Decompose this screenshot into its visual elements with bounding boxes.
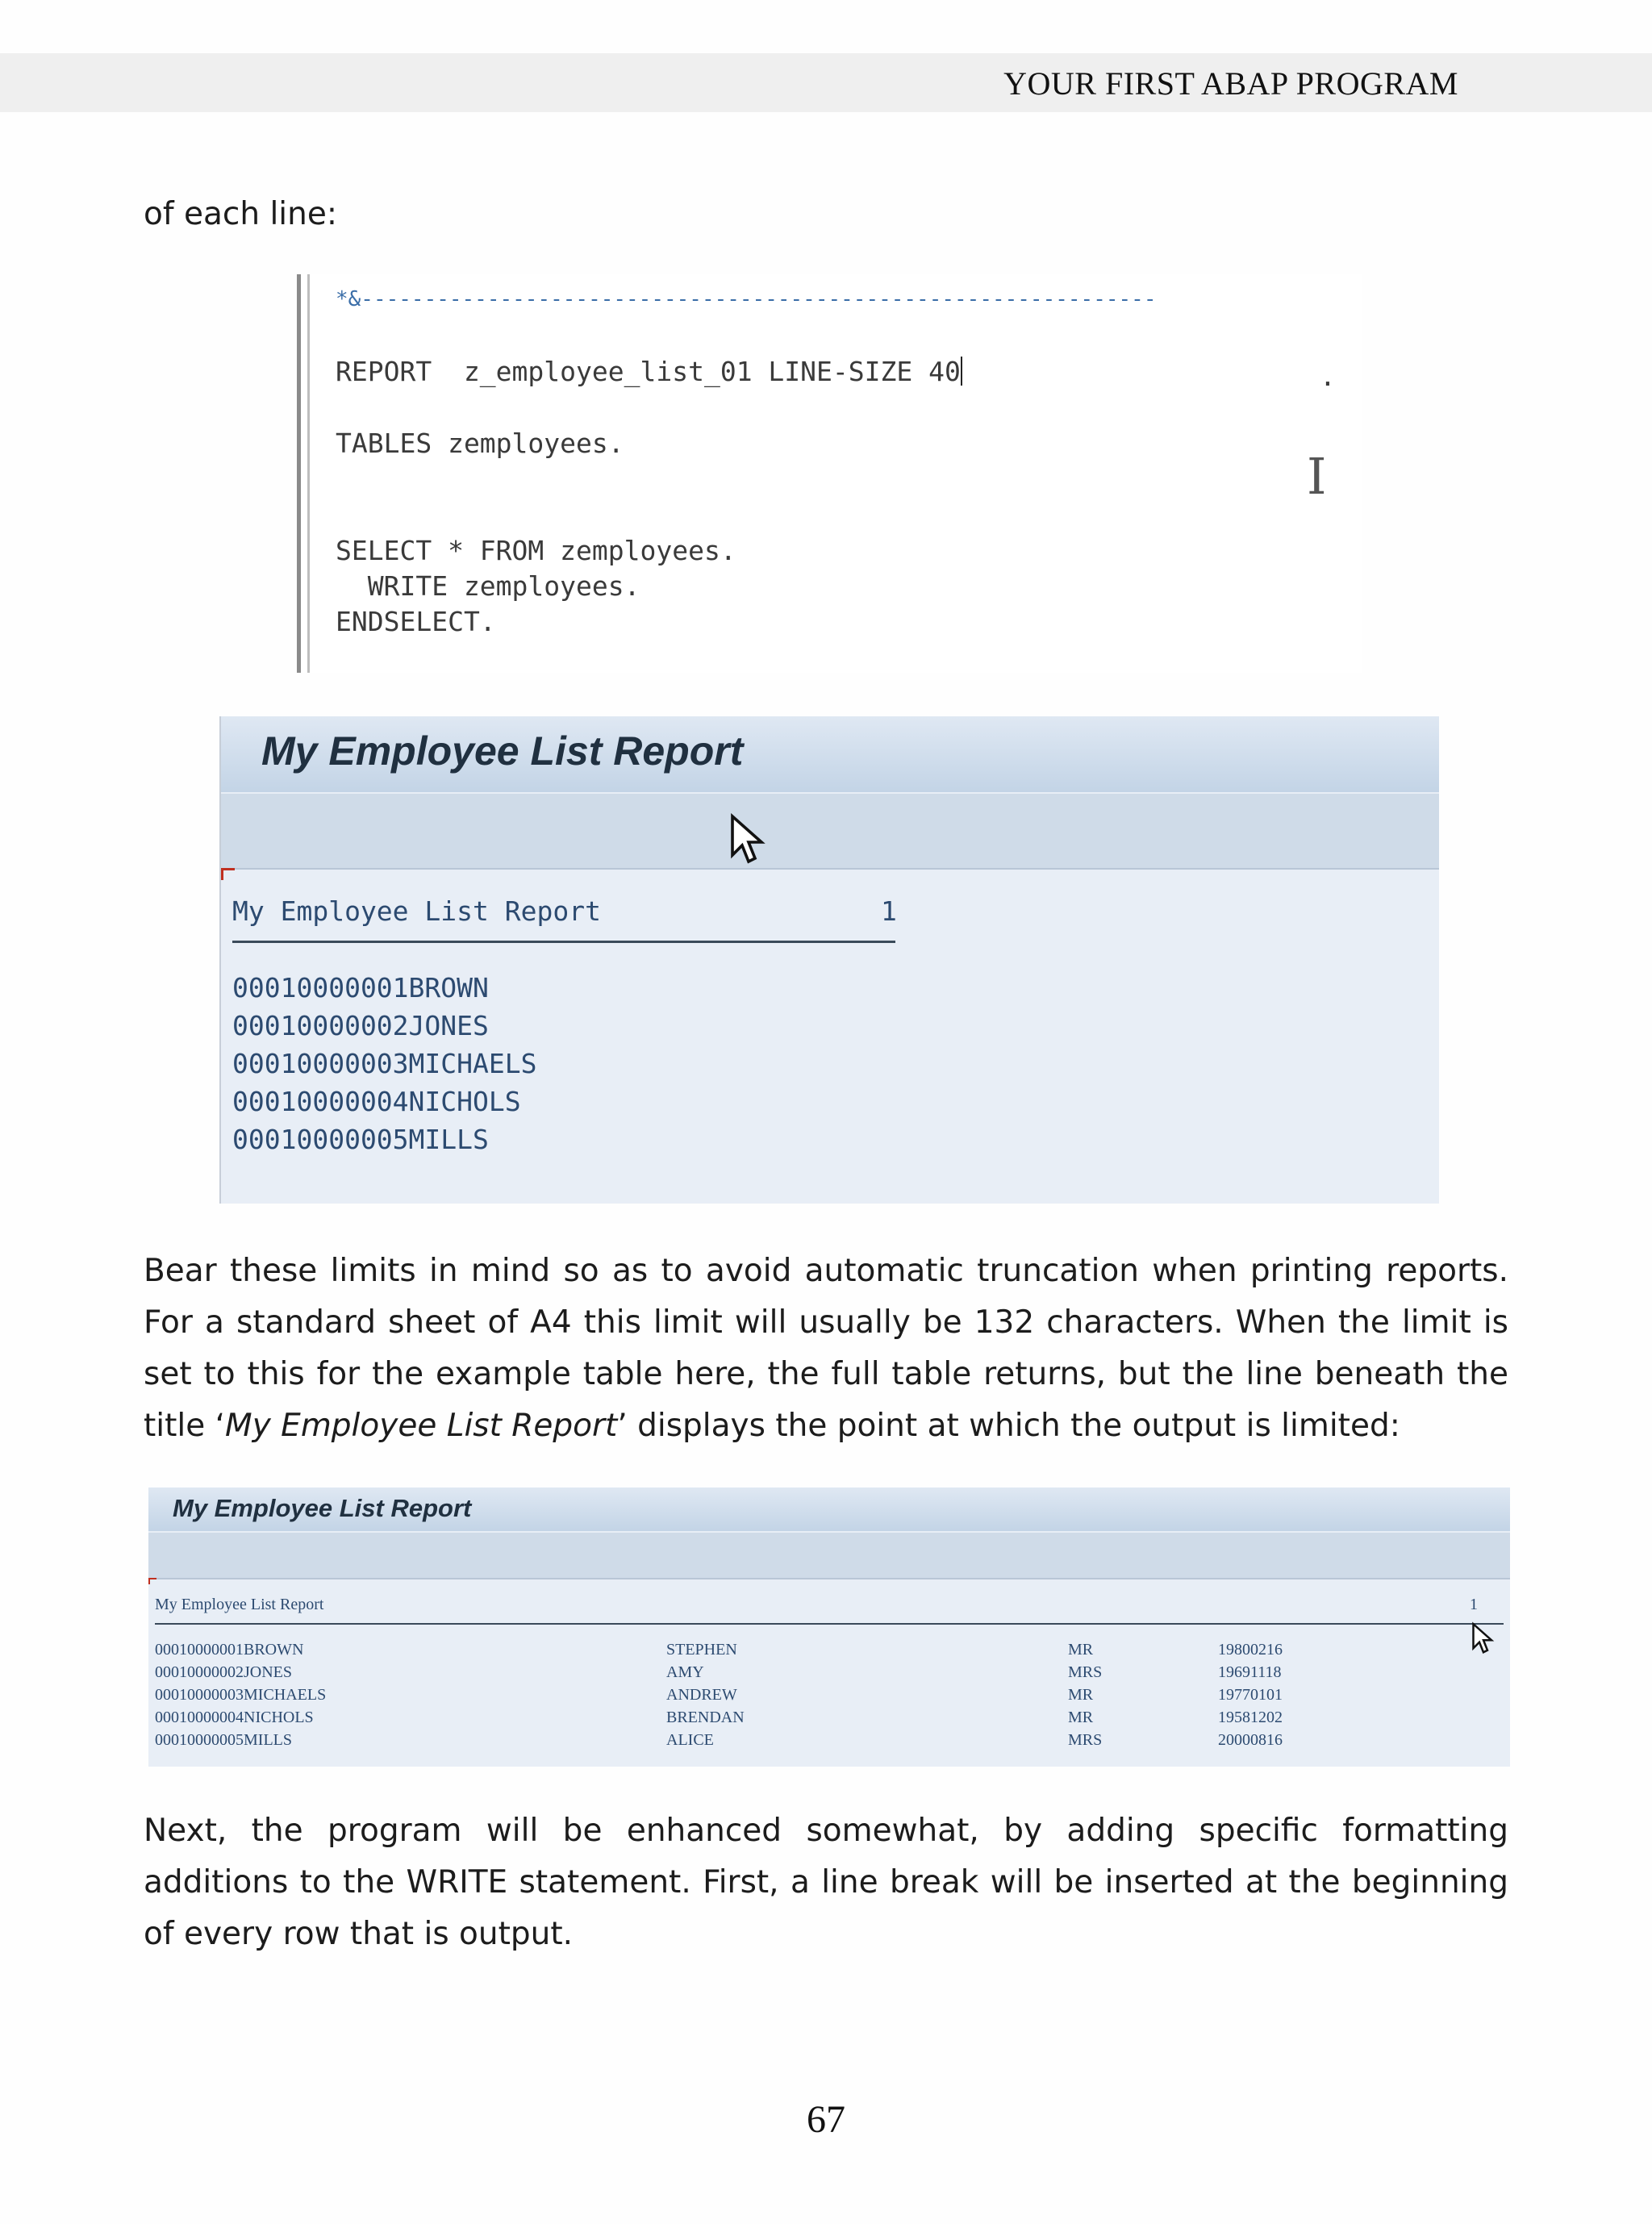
code-endselect-line: ENDSELECT. bbox=[336, 606, 496, 637]
row-first-name: AMY bbox=[666, 1663, 704, 1681]
row-id: 00010000005MILLS bbox=[155, 1731, 292, 1749]
row-date: 19691118 bbox=[1218, 1663, 1282, 1681]
list-row: 00010000004NICHOLS bbox=[232, 1086, 521, 1117]
row-title: MRS bbox=[1068, 1731, 1103, 1749]
row-title: MR bbox=[1068, 1709, 1094, 1726]
list-header-underline bbox=[155, 1623, 1504, 1625]
code-trailing-dot: . bbox=[1320, 361, 1336, 392]
mouse-pointer-icon bbox=[729, 813, 768, 868]
code-report-line bbox=[336, 356, 962, 387]
list-row: 00010000005MILLS bbox=[232, 1124, 489, 1155]
window-title: My Employee List Report bbox=[173, 1494, 472, 1522]
editor-gutter-rule bbox=[297, 274, 301, 673]
row-first-name: ALICE bbox=[666, 1731, 714, 1749]
running-header: YOUR FIRST ABAP PROGRAM bbox=[1003, 65, 1458, 102]
sap-output-screenshot-2 bbox=[148, 1488, 1510, 1767]
code-report-text: REPORT z_employee_list_01 LINE-SIZE 40 bbox=[336, 356, 961, 387]
row-id: 00010000002JONES bbox=[155, 1663, 293, 1681]
code-select-line: SELECT * FROM zemployees. bbox=[336, 535, 736, 566]
text-caret bbox=[961, 357, 962, 386]
list-title: My Employee List Report bbox=[232, 895, 601, 927]
editor-gutter-rule-inner bbox=[307, 274, 310, 673]
list-row: 00010000003MICHAELS bbox=[232, 1048, 537, 1079]
sap-title-bar bbox=[148, 1488, 1510, 1531]
code-write-line: WRITE zemployees. bbox=[336, 570, 640, 602]
paragraph-truncation bbox=[144, 1246, 1508, 1452]
row-date: 19581202 bbox=[1218, 1709, 1283, 1726]
row-id: 00010000001BROWN bbox=[155, 1641, 304, 1659]
row-first-name: BRENDAN bbox=[666, 1709, 745, 1726]
row-first-name: ANDREW bbox=[666, 1686, 737, 1704]
paragraph-text-end: ’ displays the point at which the output is limited: bbox=[617, 1408, 1400, 1444]
page-counter: 1 bbox=[1470, 1596, 1478, 1613]
list-row: 00010000002JONES bbox=[232, 1010, 489, 1041]
window-title: My Employee List Report bbox=[261, 728, 744, 774]
row-date: 19800216 bbox=[1218, 1641, 1283, 1659]
page-counter: 1 bbox=[881, 895, 897, 927]
intro-text: of each line: bbox=[144, 196, 337, 232]
code-comment-line: *&--------------------------------------------------------------- bbox=[336, 287, 1157, 311]
ibeam-cursor-icon: I bbox=[1307, 447, 1327, 506]
row-title: MR bbox=[1068, 1641, 1094, 1659]
row-title: MRS bbox=[1068, 1663, 1103, 1681]
paragraph-next-step: Next, the program will be enhanced somewhat, by adding specific formatting additions to the WRITE statement. First, a line break will be inserted at the beginning of every row that is output. bbox=[144, 1813, 1508, 1952]
code-tables-line: TABLES zemployees. bbox=[336, 428, 624, 459]
sap-output-screenshot-1 bbox=[219, 716, 1439, 1204]
sap-toolbar bbox=[148, 1533, 1510, 1579]
paragraph-text: Bear these limits in mind so as to avoid automatic truncation when printing reports. For a standard sheet of A4 this limit will usually be 132 characters. When the limit is set to this for the example table here, the full table returns, but the line beneath the title ‘ bbox=[144, 1253, 1508, 1444]
row-date: 19770101 bbox=[1218, 1686, 1283, 1704]
mouse-pointer-icon bbox=[1471, 1621, 1496, 1657]
page-number: 67 bbox=[807, 2098, 845, 2141]
list-corner-marker bbox=[148, 1578, 156, 1584]
row-id: 00010000003MICHAELS bbox=[155, 1686, 327, 1704]
list-corner-marker bbox=[221, 868, 235, 880]
row-title: MR bbox=[1068, 1686, 1094, 1704]
paragraph-italic-title: My Employee List Report bbox=[225, 1408, 618, 1444]
list-title: My Employee List Report bbox=[155, 1596, 324, 1613]
row-date: 20000816 bbox=[1218, 1731, 1283, 1749]
row-first-name: STEPHEN bbox=[666, 1641, 737, 1659]
list-header-underline bbox=[232, 941, 895, 943]
sap-toolbar bbox=[221, 794, 1439, 870]
row-id: 00010000004NICHOLS bbox=[155, 1709, 314, 1726]
sap-title-bar bbox=[221, 716, 1439, 792]
list-row: 00010000001BROWN bbox=[232, 972, 489, 1004]
